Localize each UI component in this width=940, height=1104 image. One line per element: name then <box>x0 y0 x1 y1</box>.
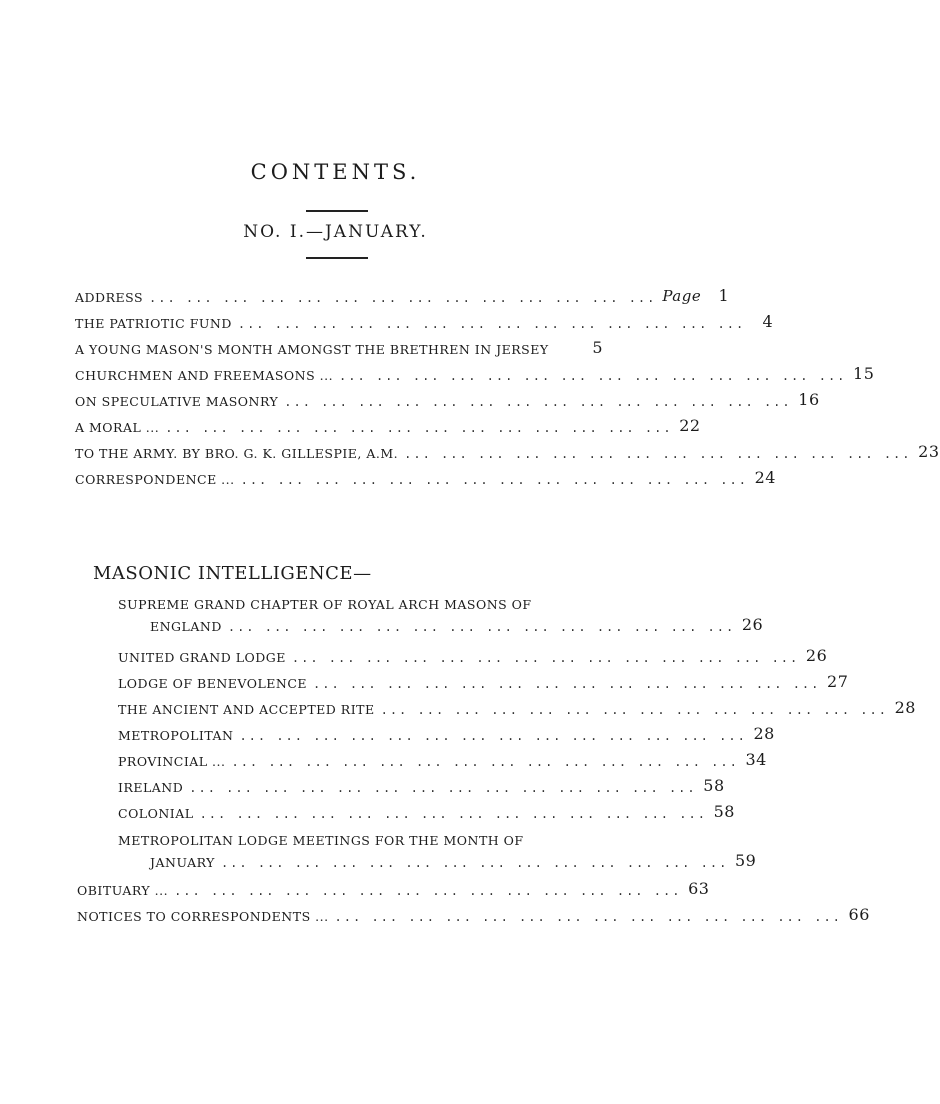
page-number: 58 <box>703 776 725 795</box>
page-number: 34 <box>745 750 767 769</box>
dot-leader: ... ... ... ... ... ... ... ... ... ... ... ... ... ... <box>189 781 697 795</box>
dot-leader: ... ... ... ... ... ... ... ... ... ... ... ... ... ... <box>149 291 657 305</box>
page-number: 5 <box>592 338 603 357</box>
dot-leader: ... ... ... ... ... ... ... ... ... ... ... ... ... ... <box>199 807 707 821</box>
page-number: 23 <box>918 442 940 461</box>
toc-entry: CHURCHMEN AND FREEMASONS ... ... ... ... ... ... ... ... ... ... ... ... ... ... ... 15 <box>75 364 875 383</box>
toc-entry: JANUARY ... ... ... ... ... ... ... ... ... ... ... ... ... ... 59 <box>150 851 757 870</box>
page-number: 59 <box>734 851 757 870</box>
toc-entry: CORRESPONDENCE ... ... ... ... ... ... ... ... ... ... ... ... ... ... ... 24 <box>75 468 776 487</box>
toc-entry: ENGLAND ... ... ... ... ... ... ... ... ... ... ... ... ... ... 26 <box>150 615 764 634</box>
page-label: Page <box>662 287 702 305</box>
dot-leader: ... ... ... ... ... ... ... ... ... ... ... ... ... ... <box>284 395 792 409</box>
page-number: 24 <box>754 468 776 487</box>
toc-entry: A MORAL ... ... ... ... ... ... ... ... ... ... ... ... ... ... ... 22 <box>75 416 701 435</box>
entry-first-line: METROPOLITAN LODGE MEETINGS FOR THE MONTH OF <box>118 833 524 848</box>
toc-entry: PROVINCIAL ... ... ... ... ... ... ... ... ... ... ... ... ... ... ... 34 <box>118 750 767 769</box>
dot-leader: ... ... ... ... ... ... ... ... ... ... ... ... ... ... <box>239 729 747 743</box>
dot-leader: ... ... ... ... ... ... ... ... ... ... ... ... ... ... <box>231 755 739 769</box>
page-number: 26 <box>741 615 764 634</box>
page-number: 28 <box>753 724 775 743</box>
divider-top <box>306 210 368 212</box>
toc-entry: LODGE OF BENEVOLENCE ... ... ... ... ... ... ... ... ... ... ... ... ... ... 27 <box>118 672 849 691</box>
toc-entry: NOTICES TO CORRESPONDENTS ... ... ... ... ... ... ... ... ... ... ... ... ... ... ... 66 <box>77 905 870 924</box>
page-number: 15 <box>853 364 875 383</box>
dot-leader: ... ... ... ... ... ... ... ... ... ... ... ... ... ... <box>313 677 821 691</box>
page-number: 58 <box>713 802 735 821</box>
page-number: 22 <box>679 416 701 435</box>
divider-bottom <box>306 257 368 259</box>
toc-entry: ON SPECULATIVE MASONRY ... ... ... ... ... ... ... ... ... ... ... ... ... ... 16 <box>75 390 820 409</box>
page-number: 26 <box>805 646 828 665</box>
page-number: 63 <box>688 879 710 898</box>
toc-entry: OBITUARY ... ... ... ... ... ... ... ... ... ... ... ... ... ... ... 63 <box>77 879 710 898</box>
page-number: 4 <box>762 312 774 331</box>
toc-entry: UNITED GRAND LODGE ... ... ... ... ... ... ... ... ... ... ... ... ... ... 26 <box>118 646 828 665</box>
page-number: 66 <box>848 905 870 924</box>
dot-leader: ... ... ... ... ... ... ... ... ... ... ... ... ... ... <box>334 910 842 924</box>
toc-entry: A YOUNG MASON'S MONTH AMONGST THE BRETHREN IN JERSEY 5 <box>75 338 603 357</box>
page-number: 16 <box>798 390 820 409</box>
toc-entry: IRELAND ... ... ... ... ... ... ... ... ... ... ... ... ... ... 58 <box>118 776 725 795</box>
dot-leader: ... ... ... ... ... ... ... ... ... ... ... ... ... ... <box>174 884 682 898</box>
entry-first-line: SUPREME GRAND CHAPTER OF ROYAL ARCH MASONS OF <box>118 597 532 612</box>
toc-entry: ADDRESS ... ... ... ... ... ... ... ... ... ... ... ... ... ... Page 1 <box>75 286 730 305</box>
toc-entry: METROPOLITAN ... ... ... ... ... ... ... ... ... ... ... ... ... ... 28 <box>118 724 775 743</box>
toc-entry: COLONIAL ... ... ... ... ... ... ... ... ... ... ... ... ... ... 58 <box>118 802 735 821</box>
dot-leader: ... ... ... ... ... ... ... ... ... ... ... ... ... ... <box>339 369 847 383</box>
toc-entry: THE PATRIOTIC FUND ... ... ... ... ... ... ... ... ... ... ... ... ... ... 4 <box>75 312 774 331</box>
toc-entry: TO THE ARMY. BY BRO. G. K. GILLESPIE, A.M. ... ... ... ... ... ... ... ... ... ... ... ... ... ... 23 <box>75 442 940 461</box>
dot-leader: ... ... ... ... ... ... ... ... ... ... ... ... ... ... <box>227 620 736 634</box>
page-number: 1 <box>718 286 730 305</box>
page-number: 27 <box>827 672 849 691</box>
contents-heading: CONTENTS. <box>250 160 421 184</box>
dot-leader: ... ... ... ... ... ... ... ... ... ... ... ... ... ... <box>291 651 800 665</box>
dot-leader: ... ... ... ... ... ... ... ... ... ... ... ... ... ... <box>240 473 748 487</box>
dot-leader: ... ... ... ... ... ... ... ... ... ... ... ... ... ... <box>165 421 673 435</box>
dot-leader: ... ... ... ... ... ... ... ... ... ... ... ... ... ... <box>404 447 912 461</box>
dot-leader: ... ... ... ... ... ... ... ... ... ... ... ... ... ... <box>380 703 888 717</box>
page-number: 28 <box>894 698 916 717</box>
dot-leader: ... ... ... ... ... ... ... ... ... ... ... ... ... ... <box>220 856 729 870</box>
dot-leader: ... ... ... ... ... ... ... ... ... ... ... ... ... ... <box>237 317 746 331</box>
issue-heading: NO. I.—JANUARY. <box>243 222 428 242</box>
section-title: MASONIC INTELLIGENCE— <box>93 563 372 584</box>
toc-entry: THE ANCIENT AND ACCEPTED RITE ... ... ... ... ... ... ... ... ... ... ... ... ... ... 28 <box>118 698 916 717</box>
